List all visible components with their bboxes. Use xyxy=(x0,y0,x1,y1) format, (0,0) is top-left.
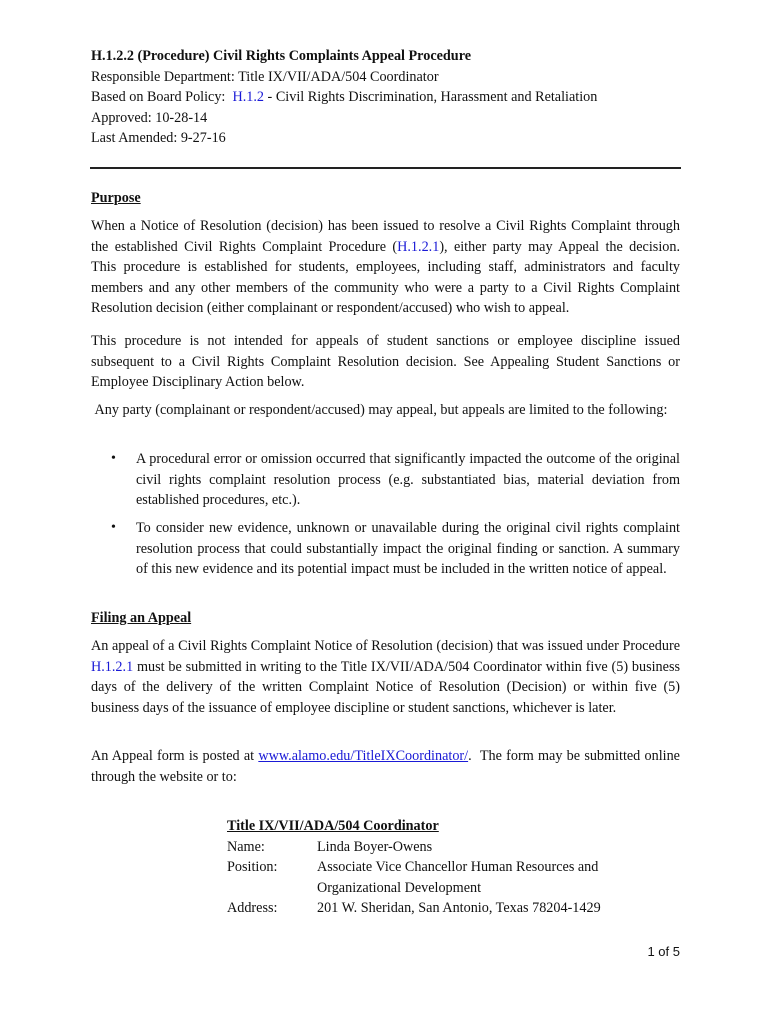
position-value: Associate Vice Chancellor Human Resources and Organizational Development xyxy=(317,859,599,896)
address-label: Address: xyxy=(227,900,278,917)
board-policy-title: - Civil Rights Discrimination, Harassment and Retaliation xyxy=(264,89,598,106)
purpose-heading: Purpose xyxy=(91,190,141,206)
name-label: Name: xyxy=(227,838,265,855)
filing-paragraph-1: An appeal of a Civil Rights Complaint Notice of Resolution (decision) that was issued under Procedure H.1.2.1 must be submitted in writing to the Title IX/VII/ADA/504 Coordinator within five (5) business days of the delivery of the written Complaint Notice of Resolution (Decision) or within five (5) business days of the issuance of employee discipline or student sanctions, whichever is later. xyxy=(91,638,684,716)
board-policy-link[interactable]: H.1.2 xyxy=(232,89,264,106)
list-item: A procedural error or omission occurred that significantly impacted the outcome of the original civil rights complaint resolution process (e.g. substantiated bias, material deviation from established procedures, etc.). xyxy=(136,451,680,509)
purpose-paragraph-2: This procedure is not intended for appeals of student sanctions or employee discipline issued subsequent to a Civil Rights Complaint Resolution decision. See Appealing Student Sanctions or Employee Disciplinary Action below. xyxy=(91,333,680,391)
document-title: H.1.2.2 (Procedure) Civil Rights Complaints Appeal Procedure xyxy=(91,48,472,64)
procedure-link-h121[interactable]: H.1.2.1 xyxy=(91,658,134,675)
procedure-link-h121[interactable]: H.1.2.1 xyxy=(397,238,440,255)
purpose-paragraph-3: Any party (complainant or respondent/accused) may appeal, but appeals are limited to the following: xyxy=(91,402,668,418)
purpose-paragraph-1: When a Notice of Resolution (decision) has been issued to resolve a Civil Rights Complaint through the established Civil Rights Complaint Procedure (H.1.2.1), either party may Appeal the decision. This procedure is established for students, employees, including staff, administrators and faculty members and any other members of the community who were a party to a Civil Rights Complaint Resolution decision (either complainant or respondent/accused) who wish to appeal. xyxy=(91,218,691,317)
name-value: Linda Boyer-Owens xyxy=(317,838,433,855)
board-policy-line xyxy=(91,87,691,108)
list-item: To consider new evidence, unknown or unavailable during the original civil rights complaint resolution process that could substantially impact the original finding or sanction. A summary of this new evidence and its potential impact must be included in the written notice of appeal. xyxy=(136,520,680,578)
coordinator-contact xyxy=(227,816,687,919)
responsible-department: Responsible Department: Title IX/VII/ADA/504 Coordinator xyxy=(91,68,439,85)
contact-address-row xyxy=(227,898,687,919)
approved-date: Approved: 10-28-14 xyxy=(91,109,208,126)
contact-name-row xyxy=(227,837,687,858)
board-policy-label: Based on Board Policy: xyxy=(91,89,233,106)
bullet-marker: • xyxy=(111,520,116,535)
position-label: Position: xyxy=(227,859,278,876)
filing-paragraph-2: An Appeal form is posted at www.alamo.edu/TitleIXCoordinator/. The form may be submitted online through the website or to: xyxy=(91,748,684,785)
last-amended-date: Last Amended: 9-27-16 xyxy=(91,130,226,147)
header-divider xyxy=(90,167,681,169)
address-value: 201 W. Sheridan, San Antonio, Texas 78204-1429 xyxy=(317,900,601,917)
coordinator-heading: Title IX/VII/ADA/504 Coordinator xyxy=(227,818,439,834)
page-number: 1 of 5 xyxy=(647,944,680,959)
bullet-marker: • xyxy=(111,451,116,466)
appeal-form-link[interactable]: www.alamo.edu/TitleIXCoordinator/ xyxy=(258,748,469,764)
contact-position-row xyxy=(227,857,687,898)
filing-heading: Filing an Appeal xyxy=(91,610,192,626)
document-header xyxy=(91,46,691,149)
